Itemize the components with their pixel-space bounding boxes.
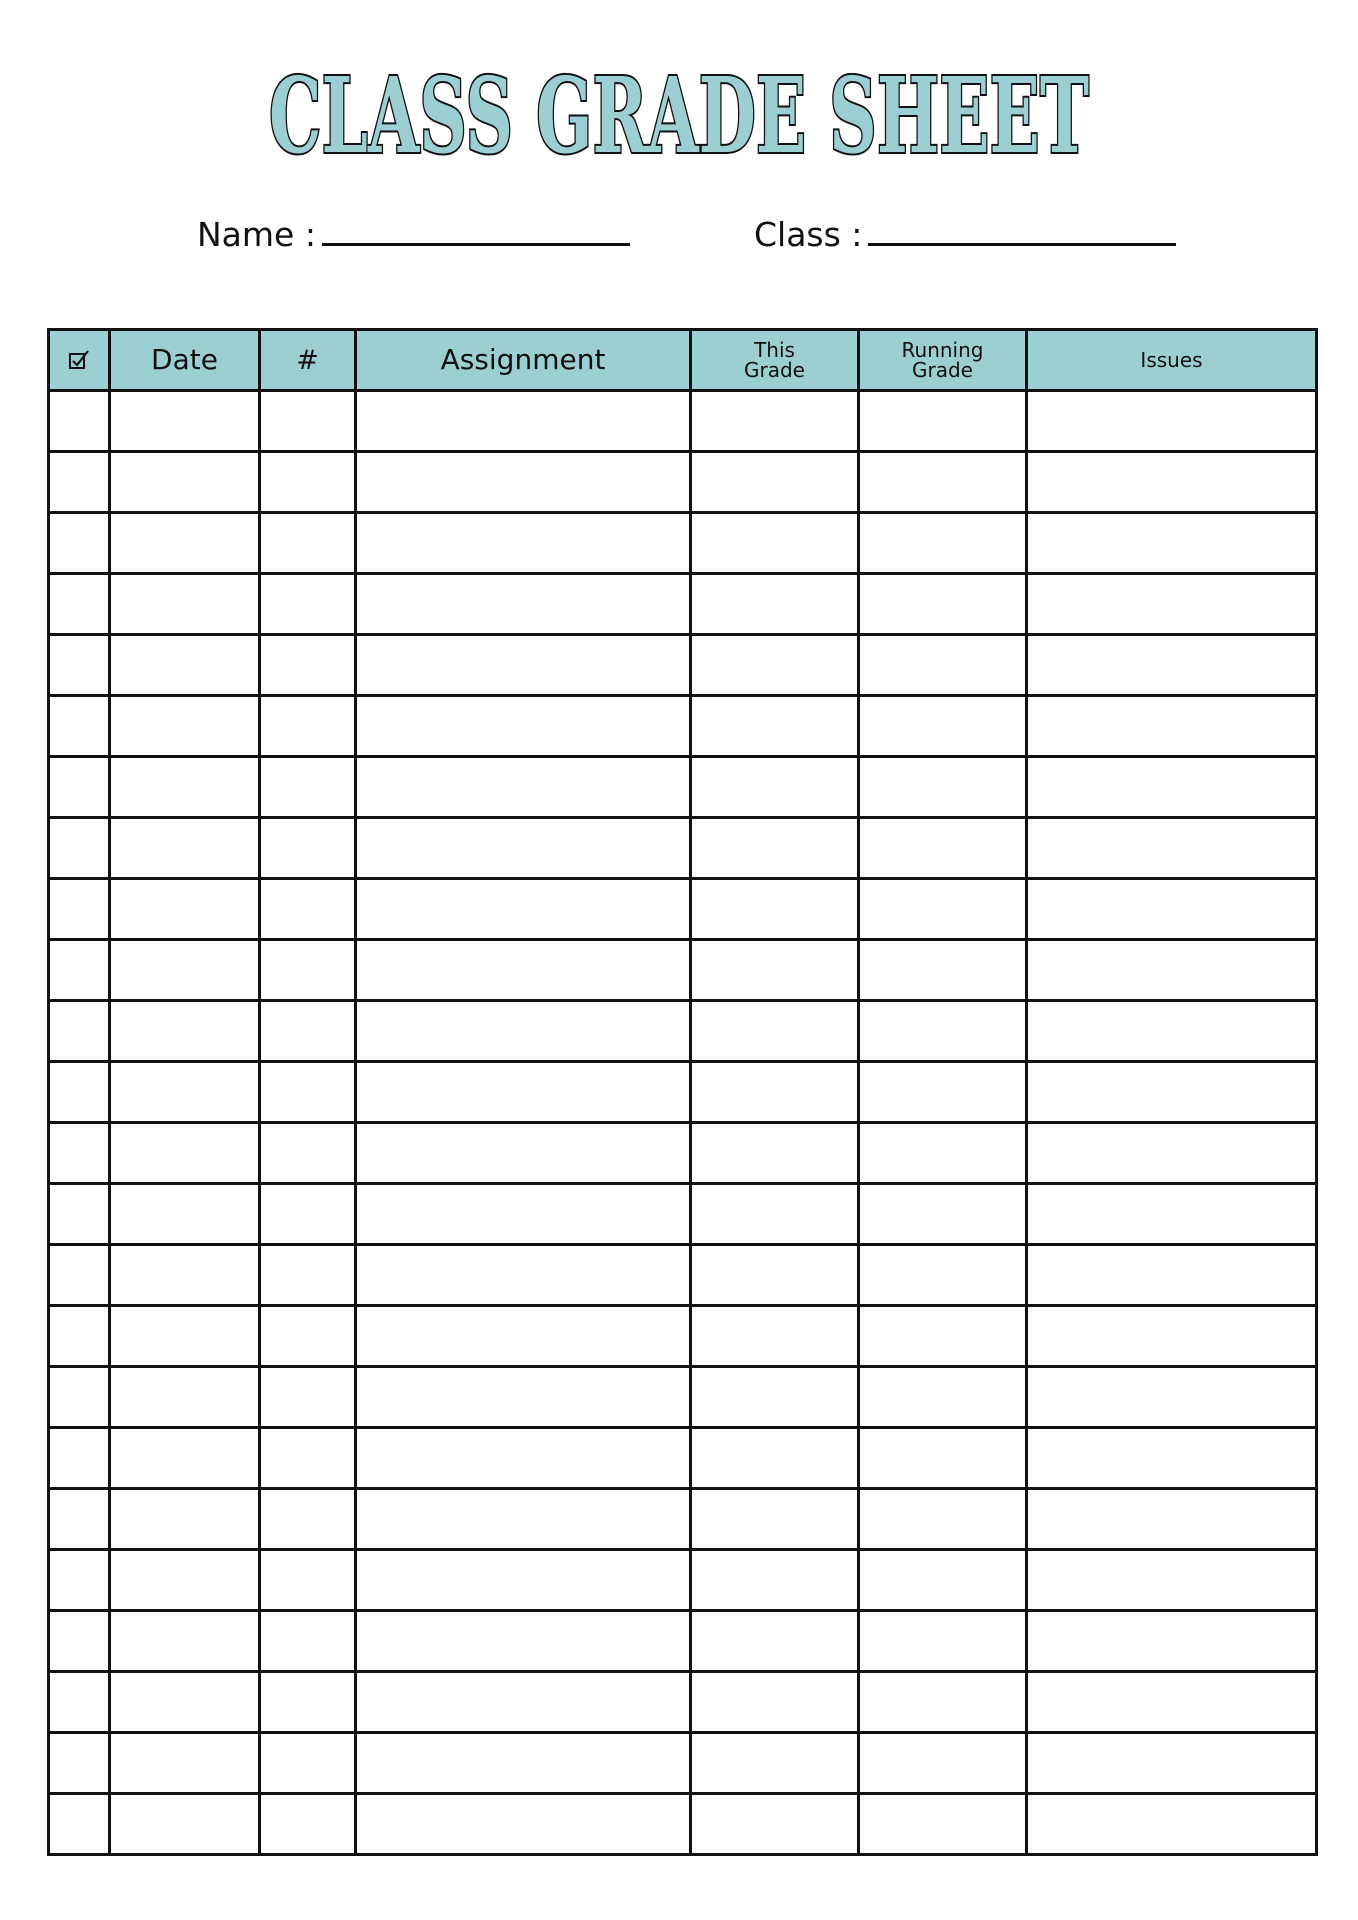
cell-issues[interactable]: [1027, 1001, 1317, 1062]
cell-running-grade[interactable]: [859, 1550, 1027, 1611]
cell-assignment[interactable]: [356, 574, 691, 635]
cell-check[interactable]: [49, 1245, 110, 1306]
table-row: [49, 391, 1317, 452]
cell-number[interactable]: [260, 391, 356, 452]
cell-running-grade[interactable]: [859, 1184, 1027, 1245]
cell-check[interactable]: [49, 879, 110, 940]
cell-assignment[interactable]: [356, 635, 691, 696]
cell-check[interactable]: [49, 574, 110, 635]
cell-check[interactable]: [49, 1550, 110, 1611]
cell-assignment[interactable]: [356, 1245, 691, 1306]
cell-running-grade[interactable]: [859, 1672, 1027, 1733]
cell-issues[interactable]: [1027, 696, 1317, 757]
table-row: [49, 818, 1317, 879]
table-row: [49, 940, 1317, 1001]
cell-issues[interactable]: [1027, 452, 1317, 513]
cell-date[interactable]: [110, 1123, 260, 1184]
cell-check[interactable]: [49, 757, 110, 818]
cell-running-grade[interactable]: [859, 1794, 1027, 1855]
cell-number[interactable]: [260, 513, 356, 574]
cell-assignment[interactable]: [356, 513, 691, 574]
cell-number[interactable]: [260, 696, 356, 757]
table-row: [49, 574, 1317, 635]
cell-issues[interactable]: [1027, 1672, 1317, 1733]
table-row: [49, 1611, 1317, 1672]
check-box-icon: [67, 348, 91, 372]
cell-issues[interactable]: [1027, 1428, 1317, 1489]
table-row: [49, 757, 1317, 818]
header-number: #: [260, 330, 356, 391]
table-row: [49, 1306, 1317, 1367]
cell-number[interactable]: [260, 879, 356, 940]
cell-this-grade[interactable]: [691, 1001, 859, 1062]
table-row: [49, 879, 1317, 940]
cell-this-grade[interactable]: [691, 696, 859, 757]
cell-issues[interactable]: [1027, 1489, 1317, 1550]
table-row: [49, 1062, 1317, 1123]
cell-this-grade[interactable]: [691, 1428, 859, 1489]
cell-number[interactable]: [260, 1794, 356, 1855]
cell-issues[interactable]: [1027, 1367, 1317, 1428]
cell-assignment[interactable]: [356, 1123, 691, 1184]
name-label: Name :: [197, 215, 316, 254]
cell-date[interactable]: [110, 1733, 260, 1794]
cell-date[interactable]: [110, 1794, 260, 1855]
cell-date[interactable]: [110, 1550, 260, 1611]
cell-check[interactable]: [49, 452, 110, 513]
cell-check[interactable]: [49, 1611, 110, 1672]
cell-this-grade[interactable]: [691, 1611, 859, 1672]
cell-this-grade[interactable]: [691, 818, 859, 879]
table-row: [49, 635, 1317, 696]
cell-check[interactable]: [49, 1367, 110, 1428]
cell-running-grade[interactable]: [859, 513, 1027, 574]
table-row: [49, 1733, 1317, 1794]
cell-this-grade[interactable]: [691, 635, 859, 696]
cell-this-grade[interactable]: [691, 391, 859, 452]
header-assignment: Assignment: [356, 330, 691, 391]
cell-running-grade[interactable]: [859, 879, 1027, 940]
cell-assignment[interactable]: [356, 1306, 691, 1367]
page-title: [0, 52, 1358, 172]
title-text: CLASS GRADE SHEET: [269, 54, 1089, 172]
cell-issues[interactable]: [1027, 940, 1317, 1001]
cell-check[interactable]: [49, 1123, 110, 1184]
cell-running-grade[interactable]: [859, 1306, 1027, 1367]
cell-running-grade[interactable]: [859, 1611, 1027, 1672]
header-running-grade: [859, 330, 1027, 391]
cell-issues[interactable]: [1027, 1794, 1317, 1855]
cell-date[interactable]: [110, 635, 260, 696]
cell-number[interactable]: [260, 940, 356, 1001]
cell-this-grade[interactable]: [691, 1184, 859, 1245]
header-issues: Issues: [1027, 330, 1317, 391]
cell-date[interactable]: [110, 818, 260, 879]
cell-issues[interactable]: [1027, 574, 1317, 635]
cell-running-grade[interactable]: [859, 1245, 1027, 1306]
cell-assignment[interactable]: [356, 1184, 691, 1245]
cell-check[interactable]: [49, 1001, 110, 1062]
table-row: [49, 1367, 1317, 1428]
cell-number[interactable]: [260, 1550, 356, 1611]
cell-assignment[interactable]: [356, 1550, 691, 1611]
cell-number[interactable]: [260, 635, 356, 696]
cell-running-grade[interactable]: [859, 940, 1027, 1001]
cell-assignment[interactable]: [356, 1733, 691, 1794]
class-label: Class :: [754, 215, 863, 254]
cell-check[interactable]: [49, 1062, 110, 1123]
table-row: [49, 696, 1317, 757]
cell-check[interactable]: [49, 1306, 110, 1367]
cell-this-grade[interactable]: [691, 1123, 859, 1184]
table-row: [49, 1550, 1317, 1611]
cell-running-grade[interactable]: [859, 635, 1027, 696]
cell-date[interactable]: [110, 879, 260, 940]
cell-this-grade[interactable]: [691, 879, 859, 940]
cell-number[interactable]: [260, 757, 356, 818]
cell-date[interactable]: [110, 940, 260, 1001]
cell-assignment[interactable]: [356, 1794, 691, 1855]
table-row: [49, 1794, 1317, 1855]
cell-check[interactable]: [49, 1672, 110, 1733]
cell-number[interactable]: [260, 574, 356, 635]
cell-number[interactable]: [260, 1062, 356, 1123]
table-row: [49, 1123, 1317, 1184]
cell-number[interactable]: [260, 1672, 356, 1733]
cell-assignment[interactable]: [356, 391, 691, 452]
cell-issues[interactable]: [1027, 1184, 1317, 1245]
cell-issues[interactable]: [1027, 635, 1317, 696]
cell-assignment[interactable]: [356, 757, 691, 818]
cell-date[interactable]: [110, 1245, 260, 1306]
cell-issues[interactable]: [1027, 1550, 1317, 1611]
cell-issues[interactable]: [1027, 513, 1317, 574]
cell-check[interactable]: [49, 1733, 110, 1794]
cell-this-grade[interactable]: [691, 757, 859, 818]
cell-assignment[interactable]: [356, 879, 691, 940]
cell-number[interactable]: [260, 1489, 356, 1550]
table-header-row: [49, 330, 1317, 391]
cell-date[interactable]: [110, 757, 260, 818]
cell-this-grade[interactable]: [691, 1062, 859, 1123]
cell-assignment[interactable]: [356, 696, 691, 757]
cell-this-grade[interactable]: [691, 1733, 859, 1794]
class-field: [754, 215, 1176, 254]
cell-assignment[interactable]: [356, 940, 691, 1001]
cell-date[interactable]: [110, 1001, 260, 1062]
cell-check[interactable]: [49, 635, 110, 696]
cell-check[interactable]: [49, 818, 110, 879]
cell-running-grade[interactable]: [859, 391, 1027, 452]
cell-this-grade[interactable]: [691, 574, 859, 635]
cell-assignment[interactable]: [356, 1062, 691, 1123]
cell-number[interactable]: [260, 1245, 356, 1306]
cell-check[interactable]: [49, 1794, 110, 1855]
name-field: [197, 215, 630, 254]
cell-assignment[interactable]: [356, 1367, 691, 1428]
class-line[interactable]: [868, 215, 1176, 246]
table-row: [49, 452, 1317, 513]
cell-running-grade[interactable]: [859, 696, 1027, 757]
cell-issues[interactable]: [1027, 818, 1317, 879]
cell-running-grade[interactable]: [859, 574, 1027, 635]
cell-check[interactable]: [49, 1184, 110, 1245]
cell-date[interactable]: [110, 1184, 260, 1245]
cell-number[interactable]: [260, 1428, 356, 1489]
cell-running-grade[interactable]: [859, 1062, 1027, 1123]
cell-running-grade[interactable]: [859, 1489, 1027, 1550]
cell-date[interactable]: [110, 1428, 260, 1489]
cell-running-grade[interactable]: [859, 452, 1027, 513]
cell-assignment[interactable]: [356, 1489, 691, 1550]
cell-issues[interactable]: [1027, 757, 1317, 818]
cell-number[interactable]: [260, 1367, 356, 1428]
header-check: [49, 330, 110, 391]
cell-assignment[interactable]: [356, 1001, 691, 1062]
cell-assignment[interactable]: [356, 452, 691, 513]
cell-date[interactable]: [110, 574, 260, 635]
cell-number[interactable]: [260, 1733, 356, 1794]
cell-date[interactable]: [110, 1672, 260, 1733]
cell-check[interactable]: [49, 1489, 110, 1550]
cell-number[interactable]: [260, 1306, 356, 1367]
cell-number[interactable]: [260, 1184, 356, 1245]
cell-running-grade[interactable]: [859, 1733, 1027, 1794]
header-date: Date: [110, 330, 260, 391]
cell-check[interactable]: [49, 391, 110, 452]
cell-issues[interactable]: [1027, 1062, 1317, 1123]
header-this-grade: [691, 330, 859, 391]
cell-number[interactable]: [260, 1123, 356, 1184]
cell-running-grade[interactable]: [859, 1428, 1027, 1489]
cell-date[interactable]: [110, 513, 260, 574]
grade-table: [47, 328, 1318, 1856]
cell-this-grade[interactable]: [691, 513, 859, 574]
cell-check[interactable]: [49, 940, 110, 1001]
cell-this-grade[interactable]: [691, 940, 859, 1001]
cell-date[interactable]: [110, 1489, 260, 1550]
cell-assignment[interactable]: [356, 1428, 691, 1489]
cell-assignment[interactable]: [356, 1672, 691, 1733]
cell-check[interactable]: [49, 696, 110, 757]
cell-check[interactable]: [49, 513, 110, 574]
table-row: [49, 1672, 1317, 1733]
table-row: [49, 1489, 1317, 1550]
header-this-grade-label: This Grade: [744, 338, 805, 382]
name-line[interactable]: [322, 215, 630, 246]
cell-this-grade[interactable]: [691, 1794, 859, 1855]
cell-running-grade[interactable]: [859, 757, 1027, 818]
cell-this-grade[interactable]: [691, 1306, 859, 1367]
cell-assignment[interactable]: [356, 818, 691, 879]
cell-assignment[interactable]: [356, 1611, 691, 1672]
table-row: [49, 1428, 1317, 1489]
table-row: [49, 1001, 1317, 1062]
cell-issues[interactable]: [1027, 391, 1317, 452]
cell-this-grade[interactable]: [691, 1245, 859, 1306]
cell-this-grade[interactable]: [691, 1367, 859, 1428]
cell-this-grade[interactable]: [691, 1672, 859, 1733]
cell-number[interactable]: [260, 818, 356, 879]
cell-date[interactable]: [110, 1306, 260, 1367]
cell-date[interactable]: [110, 1611, 260, 1672]
cell-issues[interactable]: [1027, 1306, 1317, 1367]
cell-date[interactable]: [110, 1367, 260, 1428]
cell-running-grade[interactable]: [859, 1367, 1027, 1428]
cell-issues[interactable]: [1027, 1123, 1317, 1184]
cell-running-grade[interactable]: [859, 818, 1027, 879]
table-row: [49, 1245, 1317, 1306]
cell-issues[interactable]: [1027, 1733, 1317, 1794]
cell-date[interactable]: [110, 391, 260, 452]
cell-issues[interactable]: [1027, 1245, 1317, 1306]
cell-number[interactable]: [260, 1611, 356, 1672]
table-row: [49, 1184, 1317, 1245]
cell-check[interactable]: [49, 1428, 110, 1489]
table-body: [49, 391, 1317, 1855]
header-running-grade-label: Running Grade: [901, 338, 984, 382]
cell-number[interactable]: [260, 452, 356, 513]
cell-issues[interactable]: [1027, 1611, 1317, 1672]
cell-this-grade[interactable]: [691, 452, 859, 513]
cell-date[interactable]: [110, 696, 260, 757]
title-graphic: [179, 52, 1179, 172]
cell-this-grade[interactable]: [691, 1550, 859, 1611]
cell-running-grade[interactable]: [859, 1123, 1027, 1184]
cell-number[interactable]: [260, 1001, 356, 1062]
cell-date[interactable]: [110, 452, 260, 513]
table-row: [49, 513, 1317, 574]
cell-issues[interactable]: [1027, 879, 1317, 940]
cell-running-grade[interactable]: [859, 1001, 1027, 1062]
cell-this-grade[interactable]: [691, 1489, 859, 1550]
cell-date[interactable]: [110, 1062, 260, 1123]
